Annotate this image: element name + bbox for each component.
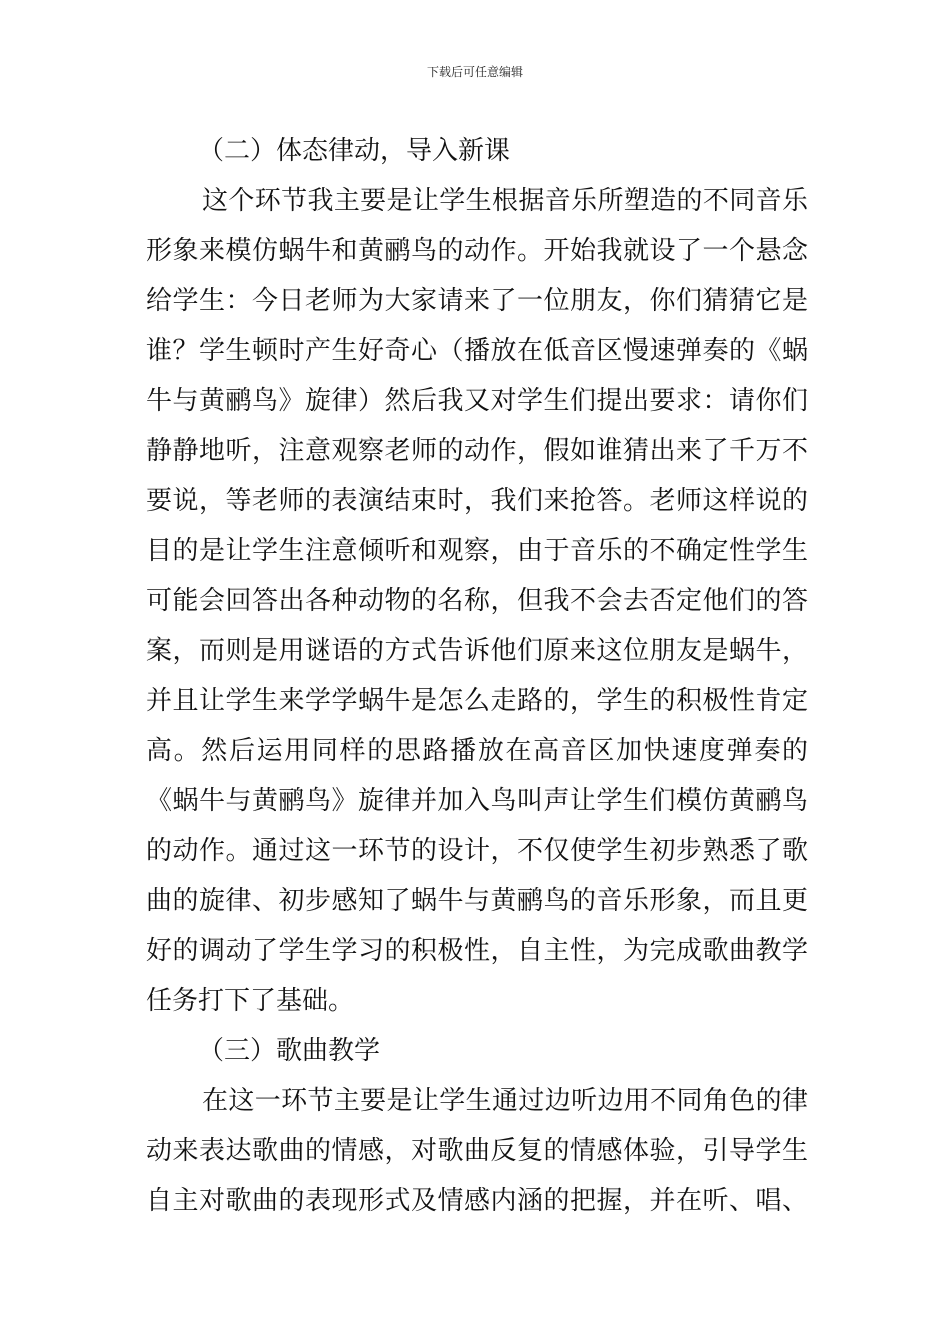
paragraph-line: 自主对歌曲的表现形式及情感内涵的把握，并在听、唱、 bbox=[146, 1186, 808, 1216]
paragraph-line: 任务打下了基础。 bbox=[146, 986, 355, 1016]
page-header: 下载后可任意编辑 bbox=[426, 65, 523, 79]
paragraph-line: 动来表达歌曲的情感，对歌曲反复的情感体验，引导学生 bbox=[146, 1136, 808, 1166]
paragraph-line: 曲的旋律、初步感知了蜗牛与黄鹂鸟的音乐形象，而且更 bbox=[146, 886, 808, 916]
paragraph-line: 高。然后运用同样的思路播放在高音区加快速度弹奏的 bbox=[146, 736, 808, 766]
paragraph-line: 谁？学生顿时产生好奇心（播放在低音区慢速弹奏的《蜗 bbox=[146, 336, 808, 366]
paragraph-line: 好的调动了学生学习的积极性，自主性，为完成歌曲教学 bbox=[146, 936, 808, 966]
paragraph-line: 给学生：今日老师为大家请来了一位朋友，你们猜猜它是 bbox=[146, 286, 808, 316]
paragraph-line: 牛与黄鹂鸟》旋律）然后我又对学生们提出要求：请你们 bbox=[146, 386, 808, 416]
paragraph-line: 目的是让学生注意倾听和观察，由于音乐的不确定性学生 bbox=[146, 536, 808, 566]
section-2-paragraph bbox=[146, 176, 808, 1026]
paragraph-line: 在这一环节主要是让学生通过边听边用不同角色的律 bbox=[202, 1086, 808, 1116]
paragraph-line: 静静地听，注意观察老师的动作，假如谁猜出来了千万不 bbox=[146, 436, 808, 466]
paragraph-line: 《蜗牛与黄鹂鸟》旋律并加入鸟叫声让学生们模仿黄鹂鸟 bbox=[146, 786, 808, 816]
section-heading-3: （三）歌曲教学 bbox=[198, 1036, 381, 1066]
document-body bbox=[146, 126, 808, 1226]
paragraph-line: 并且让学生来学学蜗牛是怎么走路的，学生的积极性肯定 bbox=[146, 686, 808, 716]
section-heading-2: （二）体态律动，导入新课 bbox=[198, 136, 511, 166]
paragraph-line: 案，而则是用谜语的方式告诉他们原来这位朋友是蜗牛， bbox=[146, 636, 808, 666]
paragraph-line: 的动作。通过这一环节的设计，不仅使学生初步熟悉了歌 bbox=[146, 836, 808, 866]
paragraph-line: 形象来模仿蜗牛和黄鹂鸟的动作。开始我就设了一个悬念 bbox=[146, 236, 808, 266]
section-3-paragraph bbox=[146, 1076, 808, 1226]
paragraph-line: 要说，等老师的表演结束时，我们来抢答。老师这样说的 bbox=[146, 486, 808, 516]
paragraph-line: 可能会回答出各种动物的名称，但我不会去否定他们的答 bbox=[146, 586, 808, 616]
paragraph-line: 这个环节我主要是让学生根据音乐所塑造的不同音乐 bbox=[202, 186, 808, 216]
